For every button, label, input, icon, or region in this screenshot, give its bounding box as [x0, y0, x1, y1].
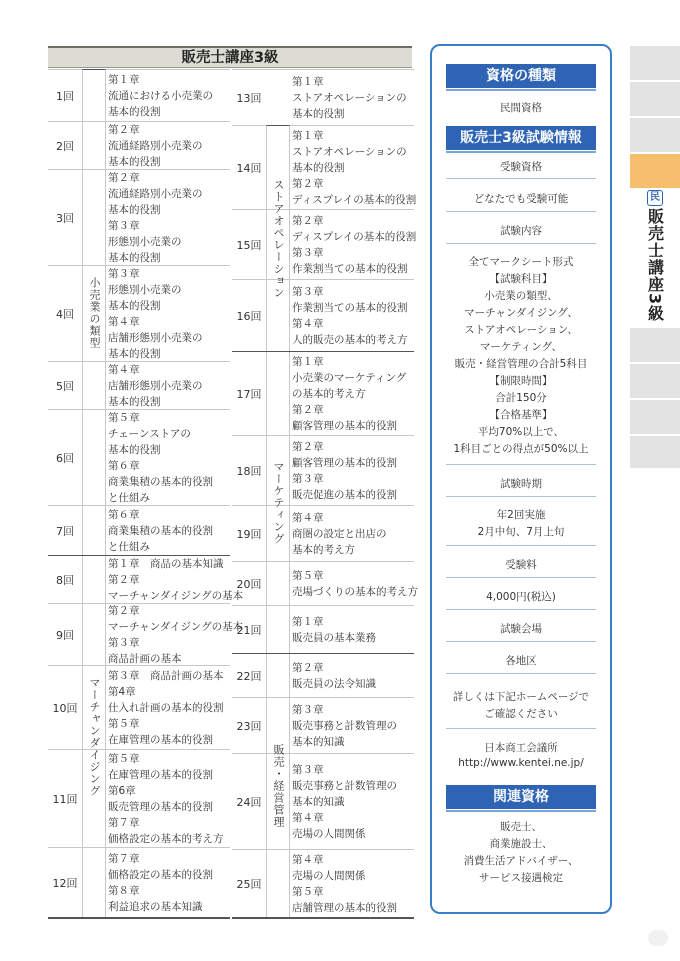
note-line: 詳しくは下記ホームページで [452, 691, 590, 703]
divider [446, 641, 596, 642]
round-number: 25回 [236, 877, 262, 891]
round-topics: 第１章 ストアオペレーションの 基本的役割 [292, 75, 407, 120]
round-topics: 第６章 商業集積の基本的役割 と仕組み [108, 508, 213, 553]
related-line: 商業施設士、 [489, 838, 553, 850]
fee-value: 4,000円(税込) [486, 591, 556, 603]
content-line: 【試験科目】 [489, 273, 553, 285]
divider [446, 545, 596, 546]
schedule-table [48, 46, 418, 914]
schedule-row [232, 125, 417, 209]
side-tab-active[interactable] [630, 154, 680, 188]
column-bottom-rule [232, 917, 414, 919]
round-topics: 第４章 売場の人間関係 第５章 店舗管理の基本的役割 [292, 853, 397, 914]
content-line: 平均70%以上で、 [477, 426, 565, 438]
round-topics: 第１章 商品の基本知識 第２章 マーチャンダイジングの基本 [108, 557, 244, 602]
content-line: 合計150分 [495, 392, 547, 404]
schedule-row [48, 847, 230, 917]
side-tab[interactable] [630, 118, 680, 154]
eligibility-value: どなたでも受験可能 [473, 193, 569, 205]
schedule-row [232, 561, 418, 605]
schedule-row [48, 665, 230, 749]
round-number: 11回 [52, 792, 78, 806]
round-topics: 第１章 流通における小売業の 基本的役割 [108, 73, 213, 118]
heading-qualification-type: 資格の種類 [446, 64, 596, 88]
qualification-type-value: 民間資格 [500, 102, 542, 114]
category-label: 小売業の類型 [82, 69, 106, 555]
round-number: 3回 [56, 211, 74, 225]
schedule-row [48, 169, 230, 265]
schedule-row [48, 505, 230, 555]
round-number: 21回 [236, 623, 262, 637]
schedule-row [48, 69, 230, 121]
side-tab[interactable] [630, 436, 680, 470]
round-number: 19回 [236, 527, 262, 541]
schedule-row [232, 697, 414, 753]
round-number: 16回 [236, 309, 262, 323]
round-topics: 第１章 販売員の基本業務 [292, 615, 376, 644]
side-tab-label [630, 190, 680, 330]
divider [446, 577, 596, 578]
round-topics: 第３章 形態別小売業の 基本的役割 第４章 店舗形態別小売業の 基本的役割 [108, 267, 203, 360]
organization-name: 日本商工会議所 [484, 742, 558, 754]
round-topics: 第３章 商品計画の基本 第4章 仕入れ計画の基本的役割 第５章 在庫管理の基本的役割 [108, 669, 224, 746]
period-label: 試験時期 [500, 478, 542, 490]
content-line: 販売・経営管理の合計5科目 [454, 358, 588, 370]
content-line: 全てマークシート形式 [468, 256, 574, 268]
round-topics: 第４章 商圏の設定と出店の 基本的考え方 [292, 511, 387, 556]
content-line: マーチャンダイジング、 [464, 307, 578, 319]
venue-value: 各地区 [505, 655, 537, 667]
round-topics: 第５章 売場づくりの基本的考え方 [292, 569, 418, 598]
round-topics: 第５章 チェーンストアの 基本的役割 第６章 商業集積の基本的役割 と仕組み [108, 411, 213, 504]
divider [446, 464, 596, 465]
side-tab[interactable] [630, 400, 680, 436]
schedule-row [232, 351, 414, 435]
schedule-row [48, 121, 230, 169]
round-topics: 第２章 マーチャンダイジングの基本 第３章 商品計画の基本 [108, 604, 244, 665]
round-topics: 第１章 小売業のマーケティング の基本的考え方 第２章 顧客管理の基本的役割 [292, 355, 407, 432]
round-topics: 第２章 販売員の法令知識 [292, 661, 376, 690]
round-topics: 第２章 ディスプレイの基本的役割 第３章 作業割当ての基本的役割 [292, 214, 417, 275]
category-label: ストアオペレーション [266, 125, 290, 351]
schedule-row [48, 555, 244, 603]
side-tab[interactable] [630, 82, 680, 118]
private-qualification-badge: 民 [647, 190, 663, 206]
category-label: マーケティング [266, 351, 290, 653]
content-label: 試験内容 [500, 225, 542, 237]
category-label: マーチャンダイジング [82, 555, 106, 917]
round-number: 22回 [236, 669, 262, 683]
schedule-row [232, 209, 417, 279]
round-number: 24回 [236, 795, 262, 809]
side-tab[interactable] [630, 328, 680, 364]
fee-label: 受験料 [505, 559, 537, 571]
round-number: 12回 [52, 876, 78, 890]
content-line: ストアオペレーション、 [464, 324, 578, 336]
round-number: 15回 [236, 238, 262, 252]
divider [446, 728, 596, 729]
schedule-row [232, 435, 414, 505]
side-tab-title: 販売士講座3級 [645, 208, 665, 323]
round-number: 7回 [56, 524, 74, 538]
schedule-row [232, 849, 414, 917]
round-number: 2回 [56, 139, 74, 153]
divider [446, 673, 596, 674]
round-topics: 第５章 在庫管理の基本的役割 第6章 販売管理の基本的役割 第７章 価格設定の基本的考え方 [108, 752, 224, 845]
eligibility-label: 受験資格 [500, 161, 542, 173]
round-topics: 第３章 販売事務と計数管理の 基本的知識 第４章 売場の人間関係 [292, 763, 397, 840]
side-tab[interactable] [630, 46, 680, 82]
round-number: 17回 [236, 387, 262, 401]
column-bottom-rule [48, 917, 230, 919]
category-label: 販売・経営管理 [266, 653, 290, 917]
content-line: 小売業の類型、 [484, 290, 558, 302]
schedule-row [48, 265, 230, 361]
related-line: 消費生活アドバイザー、 [463, 855, 579, 867]
round-number: 6回 [56, 451, 74, 465]
venue-label: 試験会場 [500, 623, 542, 635]
schedule-row [48, 361, 230, 409]
schedule-row [232, 605, 414, 653]
divider [446, 178, 596, 179]
round-number: 9回 [56, 628, 74, 642]
section-divider [48, 555, 230, 556]
round-topics: 第３章 販売事務と計数管理の 基本的知識 [292, 703, 397, 748]
related-line: サービス接遇検定 [479, 872, 563, 884]
section-divider [232, 653, 414, 654]
round-number: 10回 [52, 701, 78, 715]
side-tab[interactable] [630, 364, 680, 400]
round-number: 8回 [56, 573, 74, 587]
heading-related: 関連資格 [446, 785, 596, 809]
round-topics: 第３章 作業割当ての基本的役割 第４章 人的販売の基本的考え方 [292, 285, 408, 346]
schedule-row [48, 603, 244, 665]
content-line: 【合格基準】 [489, 409, 553, 421]
schedule-row [232, 69, 414, 125]
schedule-title: 販売士講座3級 [48, 46, 412, 68]
section-divider [232, 351, 414, 352]
schedule-row [232, 653, 414, 697]
content-line: マーケティング、 [479, 341, 563, 353]
content-line: 【制限時間】 [489, 375, 553, 387]
divider [446, 243, 596, 244]
schedule-row [48, 749, 230, 847]
heading-exam-info: 販売士3級試験情報 [446, 126, 596, 150]
page-corner-mark [648, 930, 668, 946]
round-number: 13回 [236, 91, 262, 105]
round-number: 1回 [56, 89, 74, 103]
divider [446, 496, 596, 497]
organization-url[interactable]: http://www.kentei.ne.jp/ [458, 757, 584, 769]
round-topics: 第２章 流通経路別小売業の 基本的役割 [108, 123, 203, 168]
schedule-row [232, 279, 414, 351]
round-topics: 第４章 店舗形態別小売業の 基本的役割 [108, 363, 203, 408]
round-topics: 第２章 顧客管理の基本的役割 第３章 販売促進の基本的役割 [292, 440, 397, 501]
round-number: 18回 [236, 464, 262, 478]
content-line: 1科目ごとの得点が50%以上 [453, 443, 589, 455]
round-topics: 第７章 価格設定の基本的役割 第８章 利益追求の基本知識 [108, 852, 213, 913]
round-number: 14回 [236, 161, 262, 175]
round-number: 4回 [56, 307, 74, 321]
schedule-row [48, 409, 230, 505]
exam-info-panel [430, 44, 612, 914]
divider [446, 211, 596, 212]
round-topics: 第２章 流通経路別小売業の 基本的役割 第３章 形態別小売業の 基本的役割 [108, 171, 203, 264]
round-number: 5回 [56, 379, 74, 393]
schedule-row [232, 505, 414, 561]
divider [446, 609, 596, 610]
note-line: ご確認ください [484, 708, 558, 720]
round-topics: 第１章 ストアオペレーションの 基本的役割 第２章 ディスプレイの基本的役割 [292, 129, 417, 206]
related-line: 販売士、 [500, 821, 542, 833]
round-number: 23回 [236, 719, 262, 733]
round-number: 20回 [236, 577, 262, 591]
period-line: 年2回実施 [496, 509, 546, 521]
period-line: 2月中旬、7月上旬 [477, 526, 565, 538]
schedule-row [232, 753, 414, 849]
